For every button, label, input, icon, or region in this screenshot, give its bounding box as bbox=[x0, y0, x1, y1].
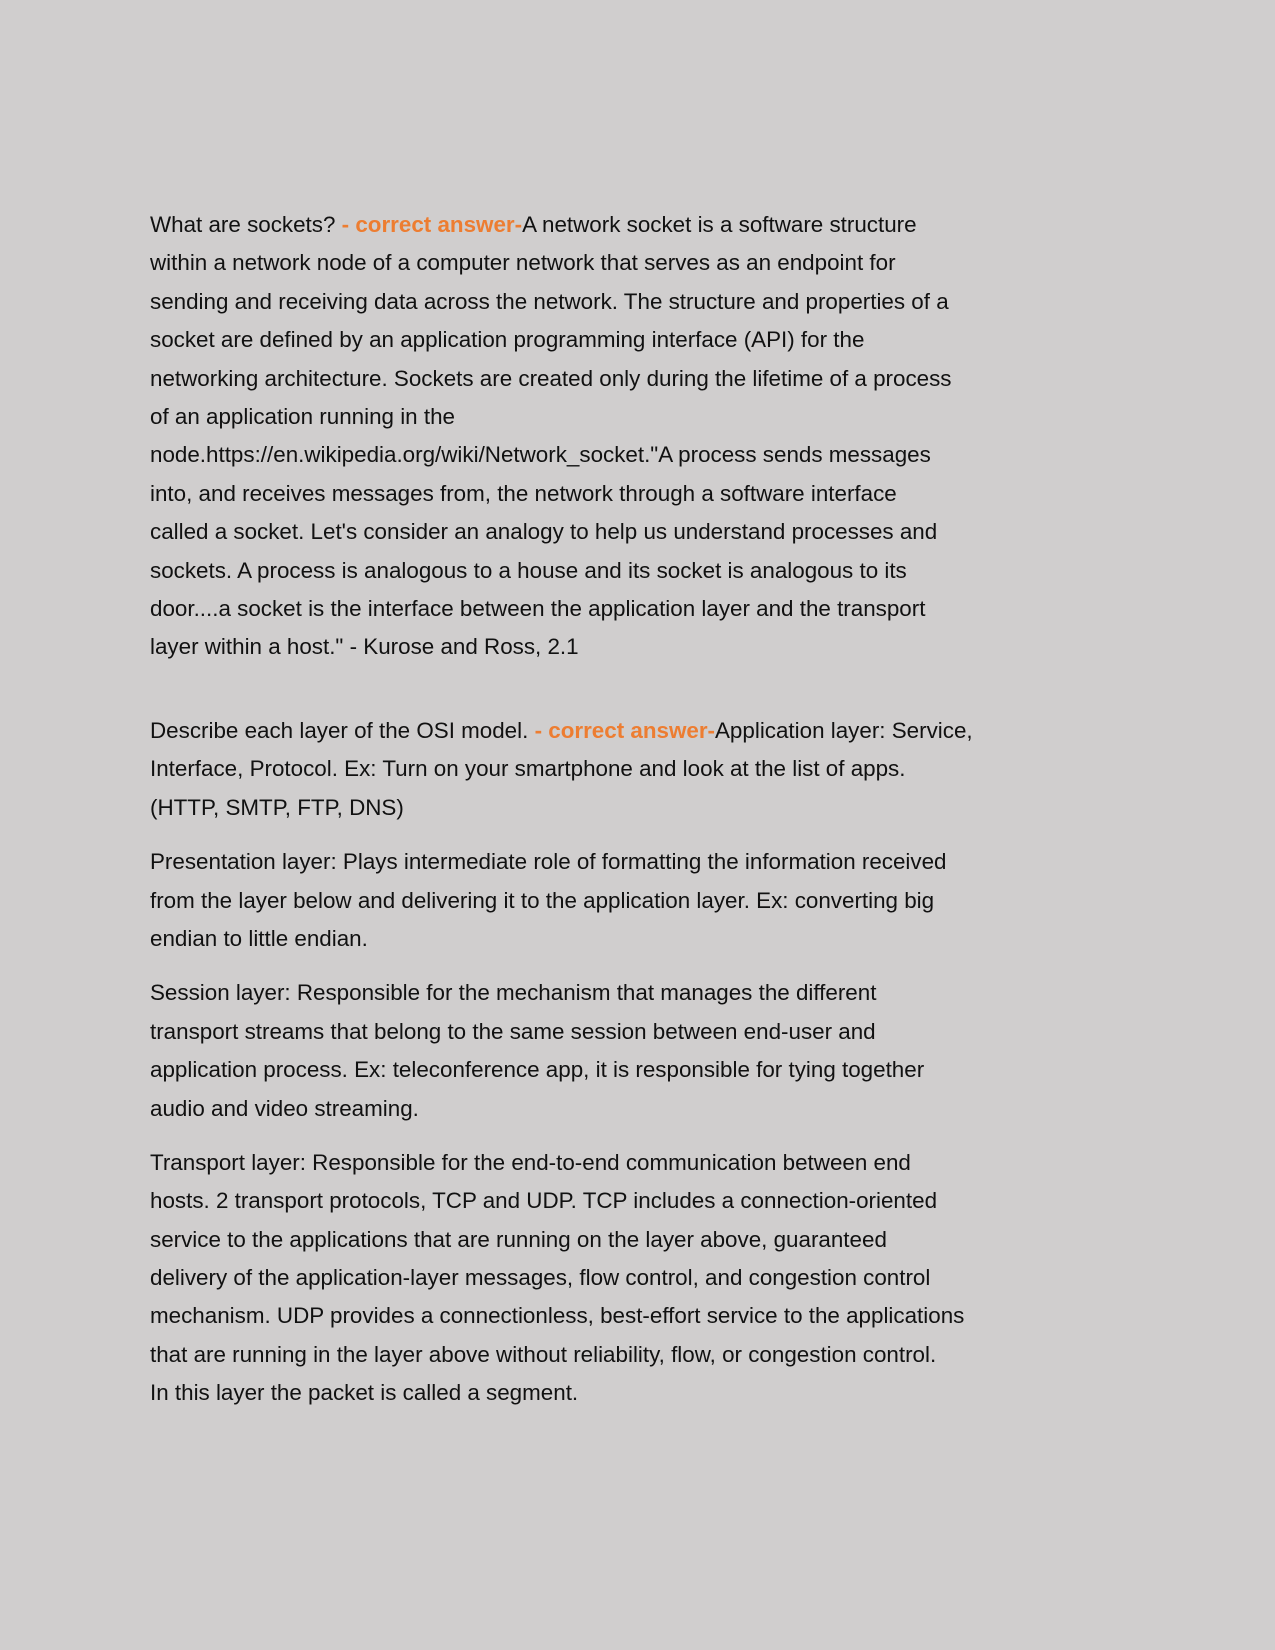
qa-item bbox=[150, 712, 1150, 1429]
text-line bbox=[150, 1374, 1150, 1412]
text-line bbox=[150, 321, 1150, 359]
text-line bbox=[150, 1090, 1150, 1128]
answer-text: from the layer below and delivering it to the application layer. Ex: converting big bbox=[150, 887, 935, 913]
text-line bbox=[150, 974, 1150, 1012]
text-line bbox=[150, 882, 1150, 920]
text-line bbox=[150, 1144, 1150, 1182]
text-line bbox=[150, 750, 1150, 788]
answer-text: Transport layer: Responsible for the end-to-end communication between end bbox=[150, 1149, 911, 1175]
text-line bbox=[150, 283, 1150, 321]
answer-paragraph bbox=[150, 206, 1150, 667]
answer-text: application process. Ex: teleconference app, it is responsible for tying together bbox=[150, 1057, 925, 1083]
text-line bbox=[150, 244, 1150, 282]
answer-text: Presentation layer: Plays intermediate role of formatting the information received bbox=[150, 849, 947, 875]
text-line bbox=[150, 552, 1150, 590]
text-line bbox=[150, 206, 1150, 244]
text-line bbox=[150, 789, 1150, 827]
text-line bbox=[150, 920, 1150, 958]
question-text: What are sockets? bbox=[150, 212, 342, 237]
text-line bbox=[150, 712, 1150, 750]
text-line bbox=[150, 398, 1150, 436]
correct-answer-marker: - correct answer- bbox=[534, 718, 715, 743]
answer-continuation-paragraph bbox=[150, 974, 1150, 1128]
answer-text: service to the applications that are running on the layer above, guaranteed bbox=[150, 1226, 887, 1252]
answer-text: node.https://en.wikipedia.org/wiki/Network_socket."A process sends messages bbox=[150, 442, 931, 468]
answer-text: called a socket. Let's consider an analogy to help us understand processes and bbox=[150, 519, 938, 545]
answer-text: door....a socket is the interface between the application layer and the transport bbox=[150, 595, 926, 621]
answer-text: Session layer: Responsible for the mechanism that manages the different bbox=[150, 980, 877, 1006]
text-line bbox=[150, 1297, 1150, 1335]
text-line bbox=[150, 360, 1150, 398]
text-line bbox=[150, 1259, 1150, 1297]
answer-continuation-paragraph bbox=[150, 843, 1150, 958]
answer-text: sending and receiving data across the network. The structure and properties of a bbox=[150, 288, 949, 314]
answer-text: layer within a host." - Kurose and Ross, 2.1 bbox=[150, 634, 579, 660]
answer-text: socket are defined by an application programming interface (API) for the bbox=[150, 327, 865, 353]
answer-text: A network socket is a software structure bbox=[522, 212, 917, 237]
text-line bbox=[150, 590, 1150, 628]
text-line bbox=[150, 1013, 1150, 1051]
answer-text: networking architecture. Sockets are created only during the lifetime of a process bbox=[150, 365, 952, 391]
answer-text: Interface, Protocol. Ex: Turn on your smartphone and look at the list of apps. bbox=[150, 756, 906, 782]
question-text: Describe each layer of the OSI model. bbox=[150, 718, 535, 743]
text-line bbox=[150, 1051, 1150, 1089]
answer-text: of an application running in the bbox=[150, 403, 455, 429]
answer-text: endian to little endian. bbox=[150, 925, 368, 951]
answer-paragraph bbox=[150, 712, 1150, 827]
answer-text: transport streams that belong to the same session between end-user and bbox=[150, 1018, 876, 1044]
text-line bbox=[150, 513, 1150, 551]
answer-text: Application layer: Service, bbox=[715, 718, 973, 743]
text-line bbox=[150, 475, 1150, 513]
answer-text: delivery of the application-layer messages, flow control, and congestion control bbox=[150, 1265, 931, 1291]
answer-text: into, and receives messages from, the network through a software interface bbox=[150, 480, 897, 506]
text-line bbox=[150, 843, 1150, 881]
answer-text: mechanism. UDP provides a connectionless, best-effort service to the applications bbox=[150, 1303, 965, 1329]
text-line bbox=[150, 1182, 1150, 1220]
answer-continuation-paragraph bbox=[150, 1144, 1150, 1413]
answer-text: hosts. 2 transport protocols, TCP and UDP. TCP includes a connection-oriented bbox=[150, 1188, 938, 1214]
answer-text: audio and video streaming. bbox=[150, 1095, 419, 1121]
text-line bbox=[150, 628, 1150, 666]
text-line bbox=[150, 1221, 1150, 1259]
answer-text: In this layer the packet is called a segment. bbox=[150, 1380, 579, 1406]
answer-text: within a network node of a computer network that serves as an endpoint for bbox=[150, 250, 896, 276]
answer-text: that are running in the layer above without reliability, flow, or congestion control. bbox=[150, 1341, 937, 1367]
qa-item bbox=[150, 206, 1150, 683]
correct-answer-marker: - correct answer- bbox=[341, 212, 523, 237]
answer-text: (HTTP, SMTP, FTP, DNS) bbox=[150, 794, 404, 820]
answer-text: sockets. A process is analogous to a house and its socket is analogous to its bbox=[150, 557, 907, 583]
text-line bbox=[150, 436, 1150, 474]
text-line bbox=[150, 1336, 1150, 1374]
